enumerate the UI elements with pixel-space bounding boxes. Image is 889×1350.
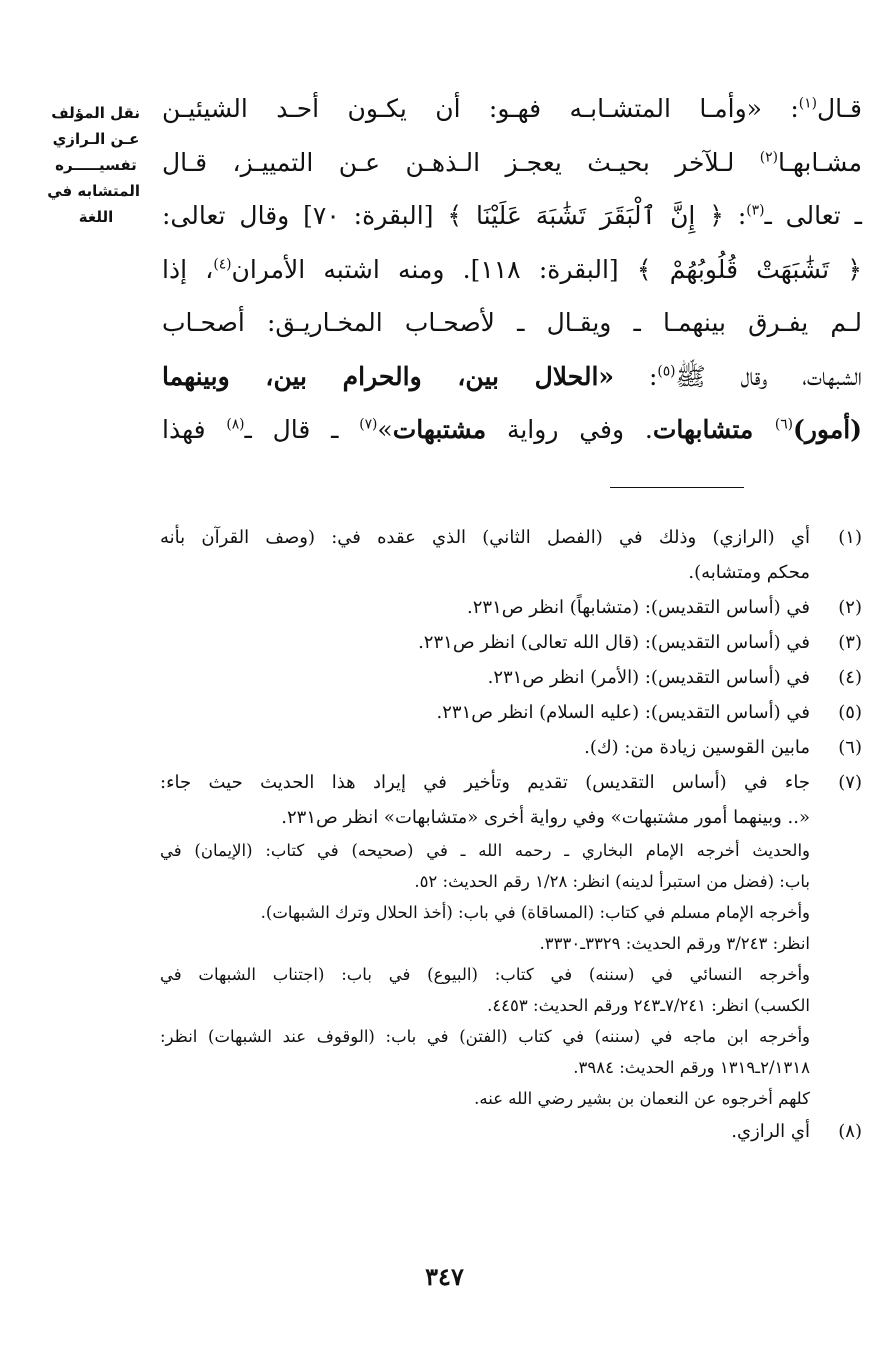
- text-run: مشـابهـا: [777, 147, 862, 177]
- footnote-number: (٤): [838, 667, 862, 688]
- text-run: »: [377, 415, 393, 444]
- reference-line: وأخرجه الإمام مسلم في كتاب: (المساقاة) في باب: (أخذ الحلال وترك الشبهات).: [260, 903, 810, 922]
- body-line: [162, 403, 862, 457]
- footnote-line: «.. وبينهما أمور مشتبهات» وفي رواية أخرى «متشابهات» انظر ص٢٣١.: [281, 807, 810, 828]
- text-run: لـم يفـرق بينهمـا ـ ويقـال ـ لأصحـاب المخـاريـق: أصحـاب: [162, 308, 862, 337]
- footnote: [160, 520, 862, 590]
- footnote-number: (٣): [838, 632, 862, 653]
- text-run: ﴿ تَشَٰبَهَتْ قُلُوبُهُمْ ﴾ [البقرة: ١١٨]. ومنه اشتبه الأمران: [231, 254, 862, 284]
- footnote: [160, 625, 862, 660]
- footnote-line: أي الرازي.: [731, 1121, 810, 1142]
- body-line: [162, 350, 862, 404]
- reference-line: وأخرجه النسائي في (سننه) في كتاب: (البيوع) في باب: (اجتناب الشبهات في: [160, 965, 810, 984]
- footnote-line: محكم ومتشابه).: [688, 562, 810, 583]
- footnote-number: (١): [838, 527, 862, 548]
- margin-note-line: اللغة: [78, 208, 114, 226]
- footnote: [160, 1114, 862, 1149]
- footnote-number: (٥): [838, 702, 862, 723]
- text-run: الشبهات، وقال ﷺ: [675, 361, 862, 391]
- margin-note: [47, 100, 140, 230]
- body-line: [162, 136, 862, 190]
- text-run: ، إذا: [162, 254, 214, 284]
- body-line: [162, 189, 862, 243]
- reference-line: كلهم أخرجوه عن النعمان بن بشير رضي الله عنه.: [474, 1089, 810, 1108]
- footnote-number: (٨): [838, 1121, 862, 1142]
- footnote-ref: (٦): [774, 416, 793, 433]
- footnote-separator: [610, 487, 744, 488]
- text-run: :: [614, 361, 658, 391]
- margin-note-line: المتشابه في: [47, 182, 140, 200]
- footnote-ref: (٣): [746, 202, 765, 219]
- text-run: متشابهات: [652, 415, 775, 444]
- text-run: : ﴿ إِنَّ ٱلْبَقَرَ تَشَٰبَهَ عَلَيْنَا ﴾ [البقرة: ٧٠] وقال تعالى:: [162, 201, 747, 230]
- text-run: ـ قال ـ: [244, 415, 360, 444]
- reference-line: انظر: ٣/٢٤٣ ورقم الحديث: ٣٣٢٩ـ٣٣٣٠.: [539, 934, 810, 953]
- main-body-text: [162, 82, 862, 457]
- footnote: [160, 590, 862, 625]
- footnote-ref: (٥): [657, 363, 676, 380]
- page-number: ٣٤٧: [425, 1262, 464, 1291]
- text-run: . وفي رواية: [486, 415, 653, 444]
- margin-note-line: تفسيـــــره: [55, 156, 137, 174]
- footnote: [160, 765, 862, 835]
- text-run: «الحلال بين، والحرام بين، وبينهما: [162, 361, 615, 391]
- footnote-number: (٦): [838, 737, 862, 758]
- reference-line: باب: (فضل من استبرأ لدينه) انظر: ١/٢٨ رقم الحديث: ٥٢.: [414, 872, 810, 891]
- footnote-7-references: [160, 835, 810, 1114]
- footnote-number: (٢): [838, 597, 862, 618]
- footnote-line: في (أساس التقديس): (عليه السلام) انظر ص٢٣١.: [436, 702, 810, 723]
- footnote-line: مابين القوسين زيادة من: (ك).: [584, 737, 810, 758]
- margin-note-line: نقل المؤلف: [51, 104, 140, 122]
- footnote-ref: (٧): [359, 416, 378, 433]
- reference-line: الكسب) انظر: ٧/٢٤١ـ٢٤٣ ورقم الحديث: ٤٤٥٣.: [487, 996, 810, 1015]
- text-run: فهذا: [162, 415, 227, 444]
- footnote-ref: (٤): [213, 256, 232, 273]
- body-line: [162, 296, 862, 350]
- body-line: [162, 82, 862, 136]
- footnote-ref: (١): [798, 95, 817, 112]
- text-run: (أمور): [793, 415, 862, 444]
- footnote-line: في (أساس التقديس): (قال الله تعالى) انظر ص٢٣١.: [418, 632, 810, 653]
- footnote-line: في (أساس التقديس): (متشابهاً) انظر ص٢٣١.: [467, 597, 810, 618]
- footnote-ref: (٢): [759, 149, 778, 166]
- footnote-line: جاء في (أساس التقديس) تقديم وتأخير في إيراد هذا الحديث حيث جاء:: [160, 772, 810, 793]
- footnote: [160, 660, 862, 695]
- reference-line: وأخرجه ابن ماجه في (سننه) في كتاب (الفتن) في باب: (الوقوف عند الشبهات) انظر:: [160, 1027, 810, 1046]
- footnote-number: (٧): [838, 772, 862, 793]
- text-run: لـلآخر بحيـث يعجـز الـذهـن عـن التمييـز، قـال: [162, 147, 760, 177]
- text-run: : «وأمـا المتشـابـه فهـو: أن يكـون أحـد الشيئيـن: [162, 94, 799, 123]
- footnote-line: أي (الرازي) وذلك في (الفصل الثاني) الذي عقده في: (وصف القرآن بأنه: [160, 527, 810, 548]
- body-line: [162, 243, 862, 297]
- footnote: [160, 695, 862, 730]
- footnote-ref: (٨): [226, 416, 245, 433]
- reference-line: والحديث أخرجه الإمام البخاري ـ رحمه الله ـ في (صحيحه) في كتاب: (الإيمان) في: [160, 841, 810, 860]
- text-run: مشتبهات: [392, 415, 487, 444]
- footnotes-section: [160, 520, 862, 1149]
- text-run: قـال: [816, 94, 862, 123]
- text-run: ـ تعالى ـ: [764, 201, 863, 230]
- margin-note-line: عـن الـرازي: [52, 130, 140, 148]
- reference-line: ٢/١٣١٨ـ١٣١٩ ورقم الحديث: ٣٩٨٤.: [573, 1058, 810, 1077]
- footnote-line: في (أساس التقديس): (الأمر) انظر ص٢٣١.: [487, 667, 810, 688]
- footnote: [160, 730, 862, 765]
